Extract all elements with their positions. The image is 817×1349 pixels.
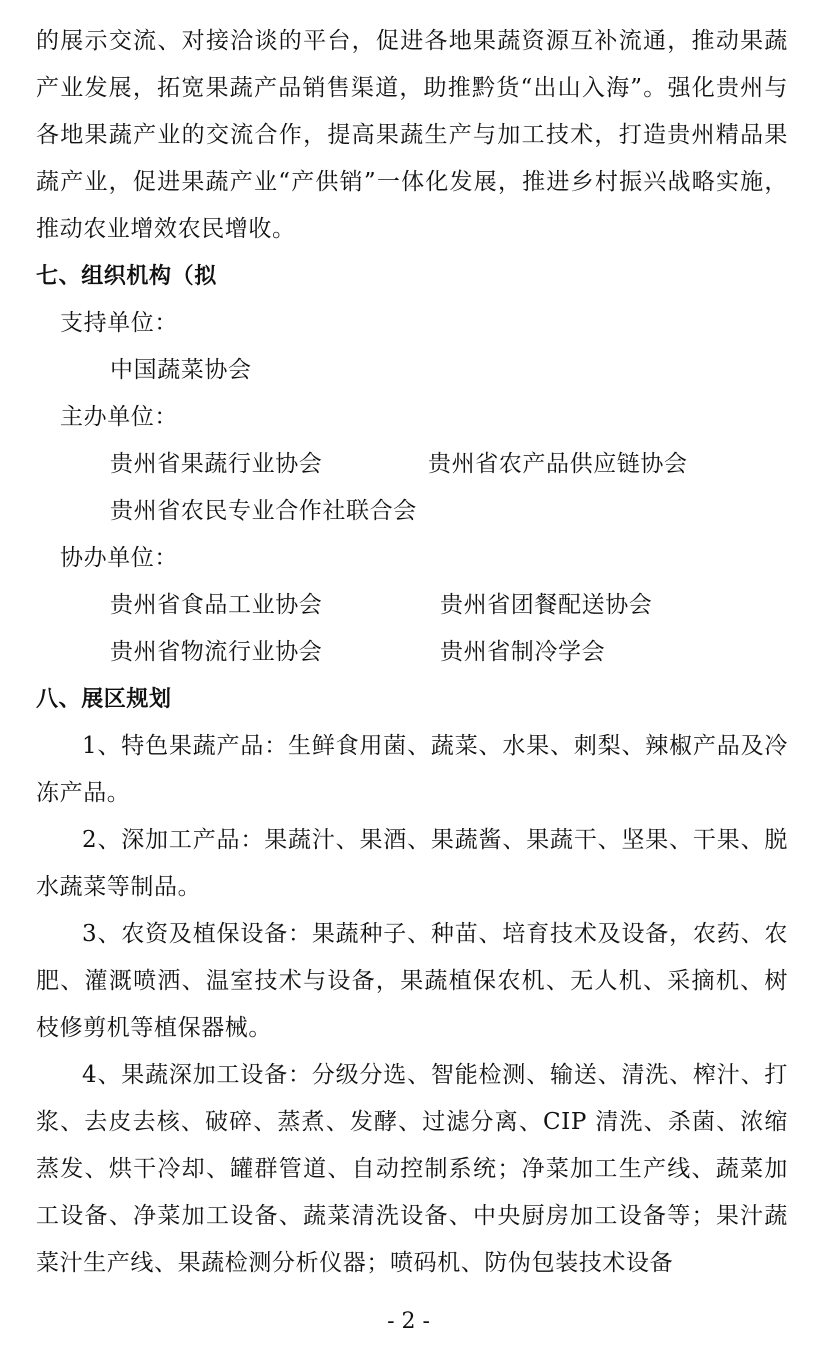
org-name: 贵州省食品工业协会 [110,592,323,618]
section-7-heading: 七、组织机构（拟 [36,264,217,289]
org-name: 贵州省果蔬行业协会 [110,451,323,477]
org-name: 贵州省农民专业合作社联合会 [110,498,417,524]
org-name: 贵州省物流行业协会 [110,639,323,665]
host-units-row [36,441,788,488]
org-name: 贵州省团餐配送协会 [440,592,653,618]
exhibit-item-2: 2、深加工产品：果蔬汁、果酒、果蔬酱、果蔬干、坚果、干果、脱水蔬菜等制品。 [36,827,788,900]
section-8-heading: 八、展区规划 [36,687,172,712]
host-units-row [36,488,788,535]
exhibit-item-3: 3、农资及植保设备：果蔬种子、种苗、培育技术及设备，农药、农肥、灌溉喷洒、温室技术与设备，果蔬植保农机、无人机、采摘机、树枝修剪机等植保器械。 [36,921,788,1041]
page-content [36,18,788,1287]
co-host-units-row [36,629,788,676]
exhibit-item-1: 1、特色果蔬产品：生鲜食用菌、蔬菜、水果、刺梨、辣椒产品及冷冻产品。 [36,733,788,806]
host-units-label: 主办单位： [60,404,178,430]
intro-paragraph: 的展示交流、对接洽谈的平台，促进各地果蔬资源互补流通，推动果蔬产业发展，拓宽果蔬产品销售渠道，助推黔货“出山入海”。强化贵州与各地果蔬产业的交流合作，提高果蔬生产与加工技术，打造贵州精品果蔬产业，促进果蔬产业“产供销”一体化发展，推进乡村振兴战略实施，推动农业增效农民增收。 [36,28,788,242]
org-name: 中国蔬菜协会 [110,357,252,383]
co-host-units-label: 协办单位： [60,545,178,571]
org-name: 贵州省制冷学会 [440,639,606,665]
support-units-label: 支持单位： [60,310,178,336]
support-units-row [36,347,788,394]
page-number: - 2 - [387,1309,430,1334]
org-name: 贵州省农产品供应链协会 [428,451,688,477]
co-host-units-row [36,582,788,629]
exhibit-item-4: 4、果蔬深加工设备：分级分选、智能检测、输送、清洗、榨汁、打浆、去皮去核、破碎、蒸煮、发酵、过滤分离、CIP 清洗、杀菌、浓缩蒸发、烘干冷却、罐群管道、自动控制系统；净菜加工生产线、蔬菜加工设备、净菜加工设备、蔬菜清洗设备、中央厨房加工设备等；果汁蔬菜汁生产线、果蔬检测分析仪器；喷码机、防伪包装技术设备 [36,1062,788,1276]
